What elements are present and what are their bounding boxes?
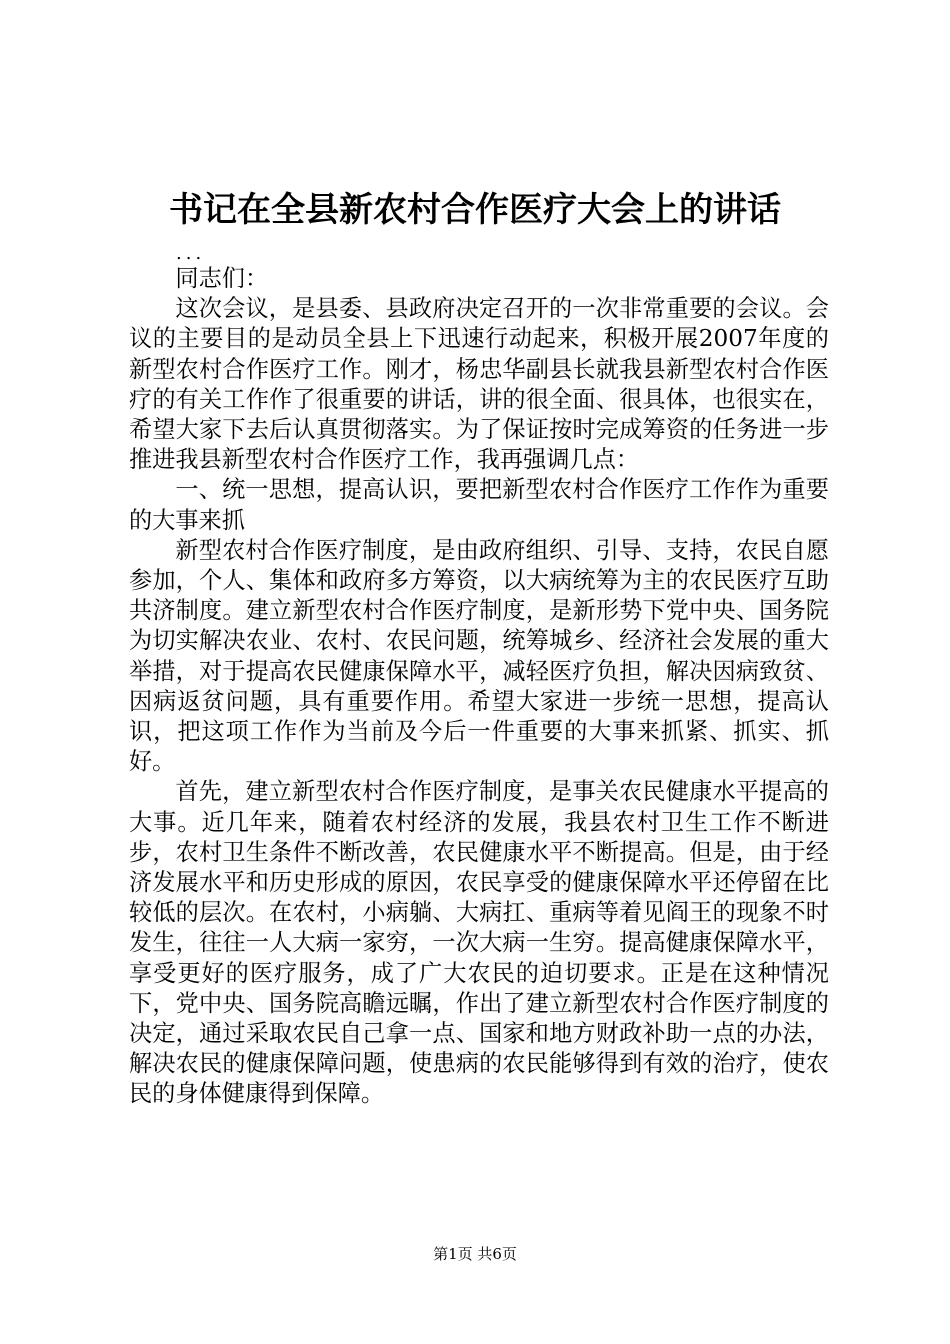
document-title: 书记在全县新农村合作医疗大会上的讲话	[169, 190, 781, 230]
page-footer: 第1页 共6页	[433, 1245, 517, 1263]
ellipsis-marker: ...	[176, 243, 206, 264]
paragraph-body: 首先，建立新型农村合作医疗制度，是事关农民健康水平提高的大事。近几年来，随着农村经济的发展，我县农村卫生工作不断进步，农村卫生条件不断改善，农民健康水平不断提高。但是，由于经济发展水平和历史形成的原因，农民享受的健康保障水平还停留在比较低的层次。在农村，小病躺、大病扛、重病等着见阎王的现象不时发生，往往一人大病一家穷，一次大病一生穷。提高健康保障水平，享受更好的医疗服务，成了广大农民的迫切要求。正是在这种情况下，党中央、国务院高瞻远瞩，作出了建立新型农村合作医疗制度的决定，通过采取农民自己拿一点、国家和地方财政补助一点的办法，解决农民的健康保障问题，使患病的农民能够得到有效的治疗，使农民的身体健康得到保障。	[129, 778, 829, 1108]
paragraph-salutation: 同志们：	[175, 265, 269, 292]
paragraph-heading-1: 一、统一思想，提高认识，要把新型农村合作医疗工作作为重要的大事来抓	[129, 476, 829, 534]
paragraph-intro: 这次会议，是县委、县政府决定召开的一次非常重要的会议。会议的主要目的是动员全县上下迅速行动起来，积极开展2007年度的新型农村合作医疗工作。刚才，杨忠华副县长就我县新型农村合作医疗的有关工作作了很重要的讲话，讲的很全面、很具体，也很实在，希望大家下去后认真贯彻落实。为了保证按时完成筹资的任务进一步推进我县新型农村合作医疗工作，我再强调几点：	[129, 295, 829, 474]
document-body	[129, 264, 829, 1110]
paragraph-body: 新型农村合作医疗制度，是由政府组织、引导、支持，农民自愿参加，个人、集体和政府多方筹资，以大病统筹为主的农民医疗互助共济制度。建立新型农村合作医疗制度，是新形势下党中央、国务院为切实解决农业、农村、农民问题，统筹城乡、经济社会发展的重大举措，对于提高农民健康保障水平，减轻医疗负担，解决因病致贫、因病返贫问题，具有重要作用。希望大家进一步统一思想，提高认识，把这项工作作为当前及今后一件重要的大事来抓紧、抓实、抓好。	[129, 536, 829, 776]
